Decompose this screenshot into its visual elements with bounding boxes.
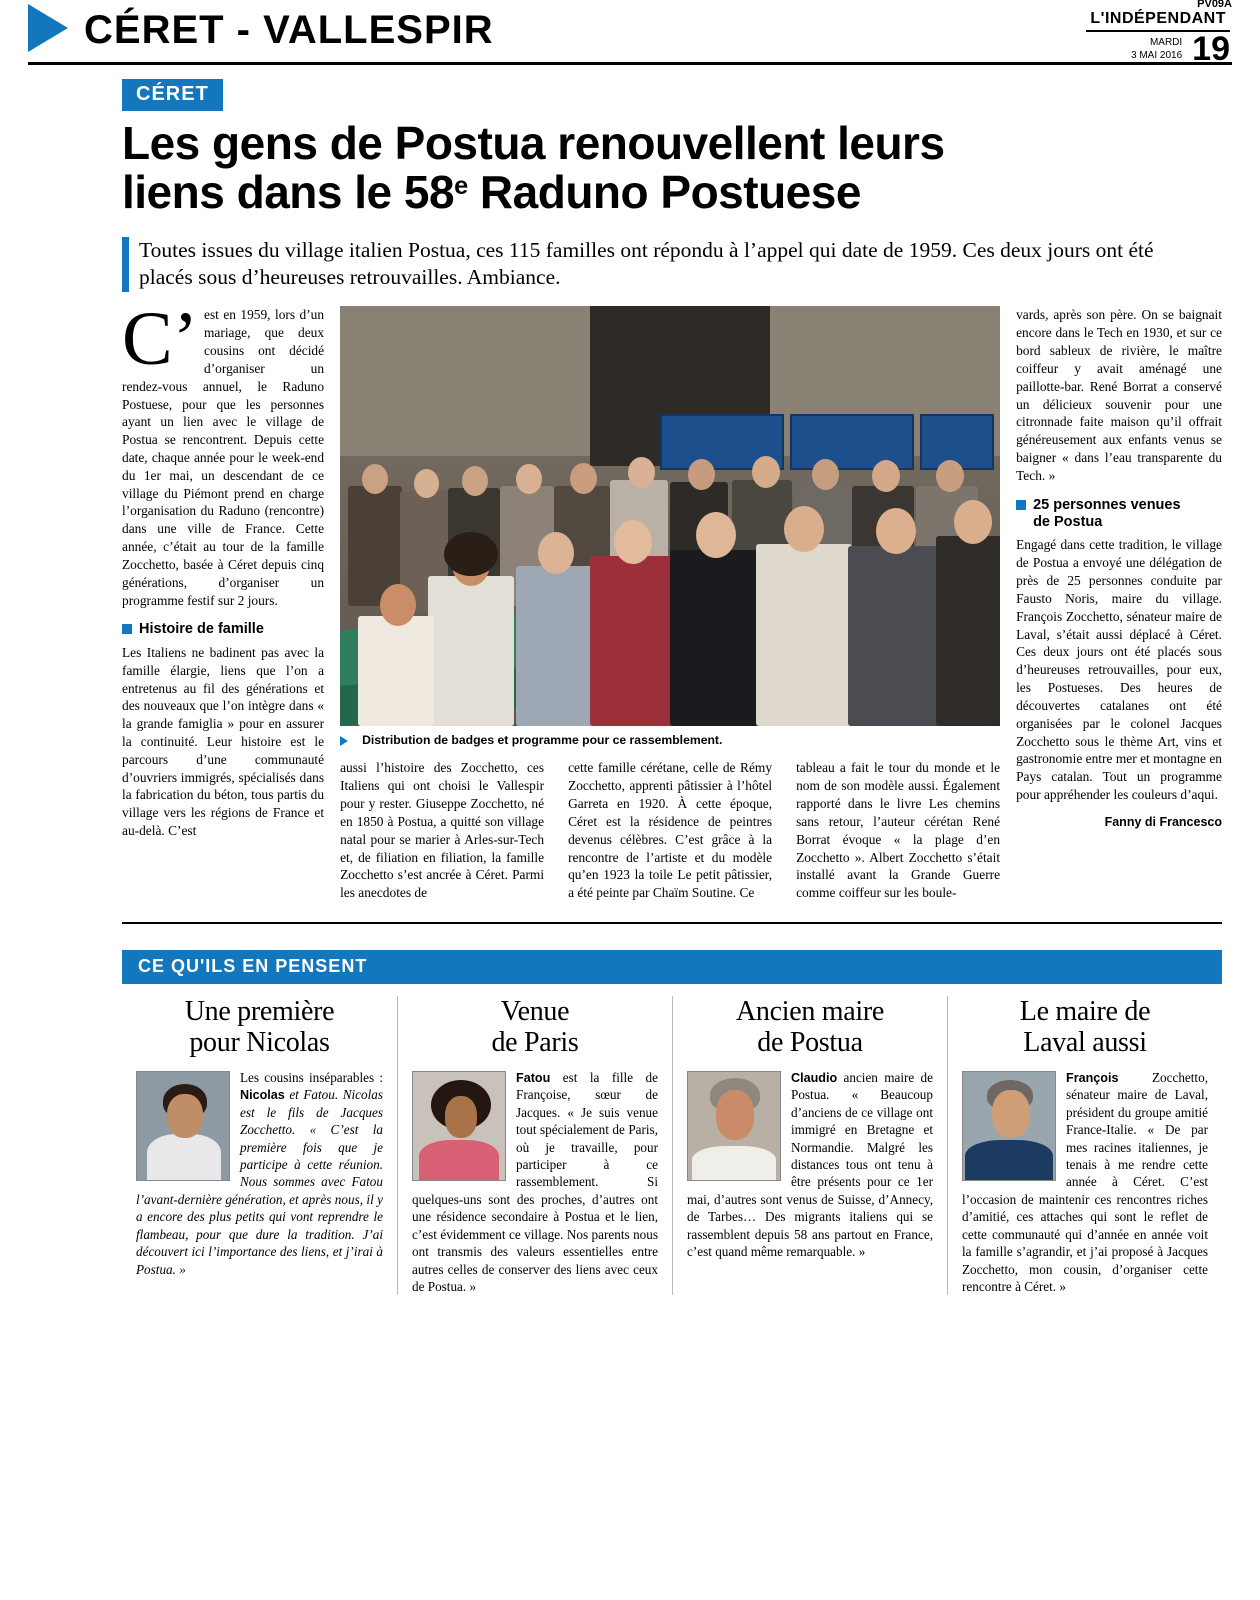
page-number: 19 bbox=[1192, 30, 1230, 68]
opinion-box-nicolas bbox=[122, 996, 397, 1295]
subheading-histoire-label: Histoire de famille bbox=[139, 621, 264, 638]
crowd-person bbox=[428, 576, 514, 726]
crowd-person bbox=[936, 536, 1000, 726]
article-lower-columns bbox=[340, 759, 1000, 902]
newspaper-name: L'INDÉPENDANT bbox=[1086, 0, 1230, 32]
opinion-body bbox=[136, 1069, 383, 1278]
crowd-person bbox=[590, 556, 676, 726]
crowd-person-seated bbox=[358, 616, 434, 726]
opinion-body bbox=[962, 1069, 1208, 1296]
opinion-text: et Fatou. Nicolas est le fils de Jacques Zocchetto. « C’est la première fois que je participe à cette réunion. Nous sommes avec Fatou l’avant-dernière génération, et après nous, il y a encore des plus petits qui vont reprendre le flambeau, pour que dure la tradition. J’ai découvert ici l’importance des liens, et j’irai à Postua. » bbox=[136, 1087, 383, 1277]
article-kicker: CÉRET bbox=[122, 79, 223, 111]
article-paragraph-2: Les Italiens ne badinent pas avec la famille élargie, liens que l’on a entretenus au fil des générations et des nouveaux que l’on intègre dans « la grande famiglia » pour en assurer la continuité. Leur histoire est le parcours d’une communauté d’ouvriers immigrés, spécialisés dans la fabrication du béton, tous partis du village vers les régions de France et au-delà. C’est bbox=[122, 644, 325, 839]
opinion-title-line-2: Laval aussi bbox=[1023, 1027, 1147, 1059]
subheading-line-2: de Postua bbox=[1033, 514, 1103, 531]
crowd-person bbox=[756, 544, 852, 726]
opinion-title-line-1: Une première bbox=[184, 996, 335, 1027]
portrait-face bbox=[992, 1090, 1030, 1138]
portrait-francois bbox=[962, 1071, 1056, 1181]
photo-block bbox=[340, 306, 1000, 747]
article-column-mid-2: cette famille cérétane, celle de Rémy Zocchetto, apprenti pâtissier à l’hôtel Garreta en 1920. À cette époque, Céret est la résidence de peintres devenus célèbres. C’est grâce à la rencontre de l’artiste et du modèle qu’en 1923 la toile Le petit pâtissier, a été peinte par Chaïm Soutine. Ce bbox=[568, 760, 773, 901]
portrait-body bbox=[965, 1140, 1053, 1180]
portrait-claudio bbox=[687, 1071, 781, 1181]
opinion-text: Zocchetto, sénateur maire de Laval, président du groupe amitié France-Italie. « De par mes racines italiennes, je tenais à me rendre cette année à Céret. C’est l’occasion de maintenir ces rencontres riches d’amitié, ces attaches qui sont le reflet de cette communauté qui d’année en année voit la famille s’agrandir, et j’ai proposé à Jacques Zocchetto, mon cousin, d’organiser cette rencontre à Céret. » bbox=[962, 1069, 1208, 1294]
crowd-person bbox=[848, 546, 942, 726]
portrait-face bbox=[716, 1090, 754, 1140]
opinion-lead: Les cousins inséparables : bbox=[240, 1069, 383, 1085]
photo-caption bbox=[340, 733, 1000, 747]
opinion-title bbox=[687, 996, 933, 1059]
byline: Fanny di Francesco bbox=[1104, 814, 1222, 829]
article-paragraph-4: Engagé dans cette tradition, le village de Postua a envoyé une délégation de près de 25 personnes conduite par Fausto Noris, maire du village. François Zocchetto, sénateur maire de Laval, s’était aussi déplacé à Céret. Ces deux jours ont été placés sous d’heureuses retrouvailles, pour eux, les Postueses. Des heures de découvertes catalanes ont été organisées par le colonel Jacques Zocchetto sous le thème Art, vins et gastronomie entre mer et montagne en Pays catalan. Tout un programme pour appréhender les couleurs d’aqui. bbox=[1016, 537, 1222, 803]
opinion-title-line-1: Le maire de bbox=[1019, 996, 1151, 1027]
subheading-line-1: 25 personnes venues bbox=[1033, 496, 1181, 513]
article-column-1 bbox=[122, 297, 340, 902]
opinions-row bbox=[122, 996, 1222, 1295]
masthead-left bbox=[28, 0, 494, 52]
opinion-title-line-2: de Postua bbox=[757, 1027, 863, 1059]
opinion-text: est la fille de Françoise, sœur de Jacques. « Je suis venue tout spécialement de Paris, où je travaille, pour participer à ce rassemblement. Si quelques-uns sont des proches, d’autres ont une résidence secondaire à Postua et le lien, c’est évidemment ce village. Nos parents nous ont transmis des valeurs essentielles entre autres celles de conserver des liens avec ceux de Postua. » bbox=[412, 1069, 658, 1294]
article-paragraph-1: C’est en 1959, lors d’un mariage, que deux cousins ont décidé d’organiser un rendez-vous annuel, le Raduno Postuese, pour que les personnes ayant un lien avec le village de Postua se rencontrent. Depuis cette date, chaque année pour le week-end du 1er mai, un descendant de ce village du Piémont prend en charge l’organisation du Raduno (rencontre) dans une ville de France. Cette année, c’était au tour de la famille Zocchetto, basée à Céret depuis cinq générations, d’organiser un programme festif sur 2 jours. bbox=[122, 297, 325, 608]
opinion-title bbox=[136, 996, 383, 1059]
publication-day: MARDI bbox=[1149, 37, 1183, 48]
article-body bbox=[122, 297, 1222, 902]
opinion-title-line-1: Venue bbox=[500, 996, 570, 1027]
standfirst bbox=[122, 237, 1202, 293]
opinion-box-fatou bbox=[397, 996, 672, 1295]
photo-crowd bbox=[340, 396, 1000, 726]
photo-caption-text: Distribution de badges et programme pour ce rassemblement. bbox=[362, 733, 723, 748]
headline-line-2b: Raduno Postuese bbox=[467, 165, 861, 218]
opinions-band-title: CE QU'ILS EN PENSENT bbox=[122, 950, 1222, 984]
standfirst-rule bbox=[122, 237, 129, 293]
standfirst-text: Toutes issues du village italien Postua, ces 115 familles ont répondu à l’appel qui date de 1959. Ces deux jours ont été placés sous d’heureuses retrouvailles. Ambiance. bbox=[139, 237, 1154, 290]
headline-line-1: Les gens de Postua renouvellent leurs bbox=[122, 117, 945, 169]
opinion-title bbox=[962, 996, 1208, 1059]
portrait-fatou bbox=[412, 1071, 506, 1181]
opinion-title-line-1: Ancien maire bbox=[736, 996, 884, 1027]
portrait-body bbox=[147, 1134, 221, 1180]
article-photo bbox=[340, 306, 1000, 726]
opinion-name: Fatou bbox=[516, 1070, 551, 1085]
publication-date-value: 3 MAI 2016 bbox=[1131, 49, 1183, 61]
opinion-body bbox=[687, 1069, 933, 1261]
article-center-block bbox=[340, 306, 1000, 902]
band-divider bbox=[122, 922, 1222, 924]
page-title bbox=[122, 119, 1202, 217]
opinion-body bbox=[412, 1069, 658, 1296]
subheading-25-personnes bbox=[1016, 497, 1222, 532]
crowd-person bbox=[516, 566, 598, 726]
square-bullet-icon bbox=[122, 624, 132, 634]
opinion-box-francois bbox=[947, 996, 1222, 1295]
subheading-25-personnes-label bbox=[1033, 497, 1181, 532]
opinion-name: Nicolas bbox=[240, 1088, 285, 1103]
opinion-name: François bbox=[1066, 1070, 1119, 1085]
opinion-title-line-2: pour Nicolas bbox=[189, 1027, 330, 1059]
opinion-title-line-2: de Paris bbox=[491, 1027, 579, 1059]
article-column-mid-3: tableau a fait le tour du monde et le nom de son modèle aussi. Également rapporté dans le livre Les chemins sans retour, l’auteur cérétan René Borrat évoque « la plage d’en Zocchetto ». Albert Zocchetto s’était installé avant la Grande Guerre comme coiffeur sur les boule- bbox=[796, 760, 1001, 901]
opinion-name: Claudio bbox=[791, 1070, 838, 1085]
masthead-right bbox=[1086, 0, 1232, 68]
portrait-body bbox=[692, 1146, 776, 1180]
masthead bbox=[28, 0, 1232, 68]
section-title: CÉRET - VALLESPIR bbox=[84, 8, 494, 52]
portrait-face bbox=[445, 1096, 477, 1138]
square-bullet-icon bbox=[1016, 500, 1026, 510]
subheading-histoire bbox=[122, 621, 324, 638]
portrait-face bbox=[167, 1094, 203, 1138]
caption-triangle-icon bbox=[340, 736, 356, 746]
headline-line-2a: liens dans le 58 bbox=[122, 165, 455, 218]
headline-ordinal: e bbox=[454, 171, 468, 200]
article-column-3 bbox=[1000, 306, 1222, 902]
publication-date bbox=[1131, 35, 1182, 62]
opinion-box-claudio bbox=[672, 996, 947, 1295]
triangle-icon bbox=[28, 4, 68, 52]
crowd-person bbox=[670, 550, 762, 726]
page-code: PV09A bbox=[1197, 0, 1232, 10]
opinion-title bbox=[412, 996, 658, 1059]
article-paragraph-3: vards, après son père. On se baignait encore dans le Tech en 1930, et sur ce bord sableux de rivière, le maître coiffeur y avait aménagé une paillotte-bar. René Borrat a conservé un délicieux souvenir pour une citronnade faite maison qu’il offrait généreusement aux enfants venus se baigner « dans l’eau transparente du Tech. » bbox=[1016, 307, 1222, 483]
article-column-mid-1: aussi l’histoire des Zocchetto, ces Italiens qui ont choisi le Vallespir pour y rester. Giuseppe Zocchetto, né en 1850 à Postua, a quitté son village natal pour se marier à Arles-sur-Tech et, de filiation en filiation, la famille Zocchetto s’est ancrée à Céret. Parmi les anecdotes de bbox=[340, 760, 545, 901]
date-row bbox=[1131, 30, 1230, 68]
opinion-text: ancien maire de Postua. « Beaucoup d’anciens de ce village ont immigré en Bretagne et Normandie. Malgré les distances tous ont tenu à être présents pour ce 1er mai, d’autres sont venus de Suisse, d’Annecy, de Tarbes… Des migrants italiens qui se rassemblent depuis 58 ans partout en France, c’est quand même remarquable. » bbox=[687, 1069, 933, 1260]
portrait-nicolas bbox=[136, 1071, 230, 1181]
portrait-body bbox=[419, 1140, 499, 1180]
